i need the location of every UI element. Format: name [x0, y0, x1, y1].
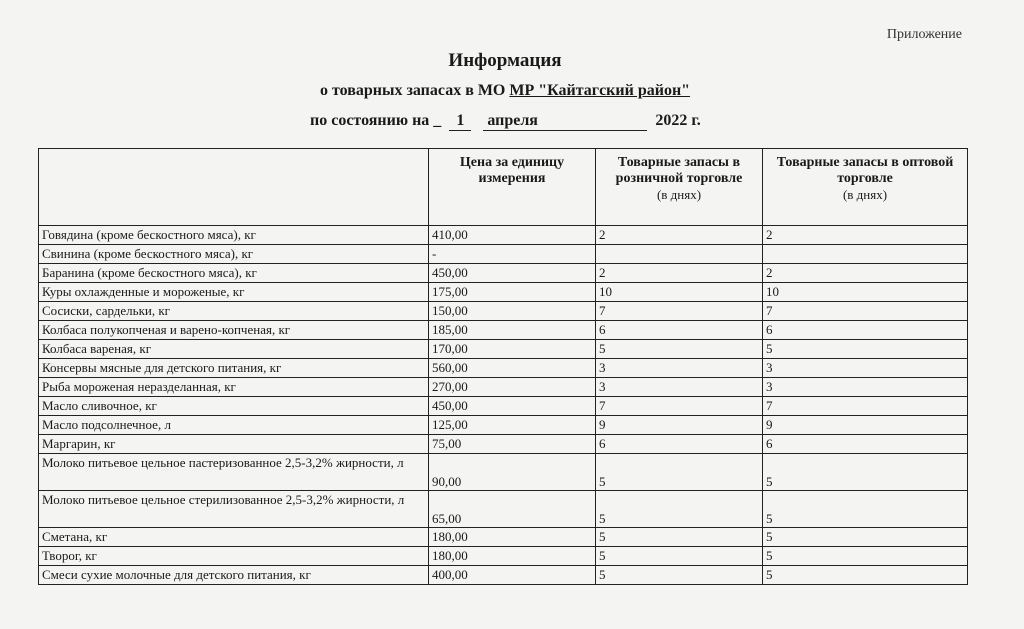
row-retail-cell: 5	[596, 547, 763, 566]
row-price-cell: 400,00	[429, 566, 596, 585]
row-retail-cell: 6	[596, 435, 763, 454]
row-name-cell: Говядина (кроме бескостного мяса), кг	[39, 226, 429, 245]
row-name-cell: Творог, кг	[39, 547, 429, 566]
table-row	[39, 302, 968, 321]
row-name-cell: Молоко питьевое цельное пастеризованное 2,5-3,2% жирности, л	[39, 454, 429, 491]
row-price-cell: 170,00	[429, 340, 596, 359]
table-row	[39, 245, 968, 264]
row-retail-cell: 6	[596, 321, 763, 340]
row-price-cell: 450,00	[429, 264, 596, 283]
table-row	[39, 566, 968, 585]
row-price-cell: 410,00	[429, 226, 596, 245]
header-wholesale	[763, 149, 968, 226]
row-name-cell: Куры охлажденные и мороженые, кг	[39, 283, 429, 302]
row-name-cell: Смеси сухие молочные для детского питания, кг	[39, 566, 429, 585]
row-name-cell: Сосиски, сардельки, кг	[39, 302, 429, 321]
row-retail-cell: 9	[596, 416, 763, 435]
row-wholesale-cell: 9	[763, 416, 968, 435]
header-retail-label: Товарные запасы в розничной торговле	[615, 155, 743, 186]
row-price-cell: 150,00	[429, 302, 596, 321]
row-name-cell: Баранина (кроме бескостного мяса), кг	[39, 264, 429, 283]
appendix-label: Приложение	[886, 27, 962, 42]
row-retail-cell: 5	[596, 528, 763, 547]
date-day: 1	[449, 112, 471, 131]
table-row	[39, 283, 968, 302]
document-subtitle	[0, 82, 1010, 100]
table-row	[39, 491, 968, 528]
table-row	[39, 397, 968, 416]
row-price-cell: 75,00	[429, 435, 596, 454]
row-wholesale-cell: 5	[763, 340, 968, 359]
header-name	[39, 149, 429, 226]
table-row	[39, 454, 968, 491]
row-price-cell: 185,00	[429, 321, 596, 340]
table-row	[39, 378, 968, 397]
header-retail-sub: (в днях)	[656, 187, 702, 202]
row-name-cell: Масло подсолнечное, л	[39, 416, 429, 435]
row-name-cell: Рыба мороженая неразделанная, кг	[39, 378, 429, 397]
date-prefix: по состоянию на _	[310, 112, 442, 129]
row-name-cell: Маргарин, кг	[39, 435, 429, 454]
row-wholesale-cell: 5	[763, 566, 968, 585]
table-row	[39, 226, 968, 245]
row-retail-cell: 5	[596, 566, 763, 585]
date-line	[310, 112, 701, 131]
table-row	[39, 547, 968, 566]
row-retail-cell: 3	[596, 359, 763, 378]
table-row	[39, 435, 968, 454]
row-retail-cell: 2	[596, 226, 763, 245]
row-price-cell: 450,00	[429, 397, 596, 416]
row-name-cell: Колбаса полукопченая и варено-копченая, кг	[39, 321, 429, 340]
table-row	[39, 264, 968, 283]
row-price-cell: 125,00	[429, 416, 596, 435]
header-price	[429, 149, 596, 226]
row-name-cell: Молоко питьевое цельное стерилизованное 2,5-3,2% жирности, л	[39, 491, 429, 528]
row-retail-cell: 3	[596, 378, 763, 397]
row-name-cell: Масло сливочное, кг	[39, 397, 429, 416]
row-wholesale-cell: 3	[763, 359, 968, 378]
row-price-cell: 175,00	[429, 283, 596, 302]
table-row	[39, 340, 968, 359]
row-retail-cell: 2	[596, 264, 763, 283]
row-wholesale-cell: 2	[763, 226, 968, 245]
row-retail-cell: 7	[596, 302, 763, 321]
row-wholesale-cell: 5	[763, 547, 968, 566]
row-wholesale-cell	[763, 245, 968, 264]
row-name-cell: Консервы мясные для детского питания, кг	[39, 359, 429, 378]
table-row	[39, 416, 968, 435]
row-price-cell: 270,00	[429, 378, 596, 397]
row-wholesale-cell: 2	[763, 264, 968, 283]
row-name-cell: Свинина (кроме бескостного мяса), кг	[39, 245, 429, 264]
row-retail-cell: 10	[596, 283, 763, 302]
row-retail-cell	[596, 245, 763, 264]
header-price-label: Цена за единицу измерения	[459, 155, 565, 186]
row-name-cell: Сметана, кг	[39, 528, 429, 547]
row-price-cell: -	[429, 245, 596, 264]
table-row	[39, 359, 968, 378]
row-wholesale-cell: 6	[763, 435, 968, 454]
row-wholesale-cell: 6	[763, 321, 968, 340]
row-price-cell: 560,00	[429, 359, 596, 378]
row-wholesale-cell: 7	[763, 397, 968, 416]
row-wholesale-cell: 5	[763, 491, 968, 528]
row-price-cell: 90,00	[429, 454, 596, 491]
row-wholesale-cell: 7	[763, 302, 968, 321]
row-retail-cell: 5	[596, 491, 763, 528]
date-month: апреля	[483, 112, 647, 131]
document-title: Информация	[448, 50, 562, 71]
row-price-cell: 180,00	[429, 547, 596, 566]
row-wholesale-cell: 5	[763, 454, 968, 491]
row-retail-cell: 5	[596, 454, 763, 491]
stock-table	[38, 148, 968, 585]
row-price-cell: 65,00	[429, 491, 596, 528]
row-wholesale-cell: 3	[763, 378, 968, 397]
row-wholesale-cell: 5	[763, 528, 968, 547]
table-row	[39, 528, 968, 547]
row-retail-cell: 7	[596, 397, 763, 416]
row-wholesale-cell: 10	[763, 283, 968, 302]
header-wholesale-sub: (в днях)	[842, 187, 888, 202]
subtitle-prefix: о товарных запасах в МО	[319, 82, 510, 99]
row-retail-cell: 5	[596, 340, 763, 359]
date-year: 2022 г.	[655, 112, 701, 129]
header-wholesale-label: Товарные запасы в оптовой торговле	[776, 155, 954, 186]
subtitle-district: МР "Кайтагский район"	[509, 82, 691, 99]
table-row	[39, 321, 968, 340]
row-price-cell: 180,00	[429, 528, 596, 547]
header-retail	[596, 149, 763, 226]
table-header-row	[39, 149, 968, 226]
row-name-cell: Колбаса вареная, кг	[39, 340, 429, 359]
